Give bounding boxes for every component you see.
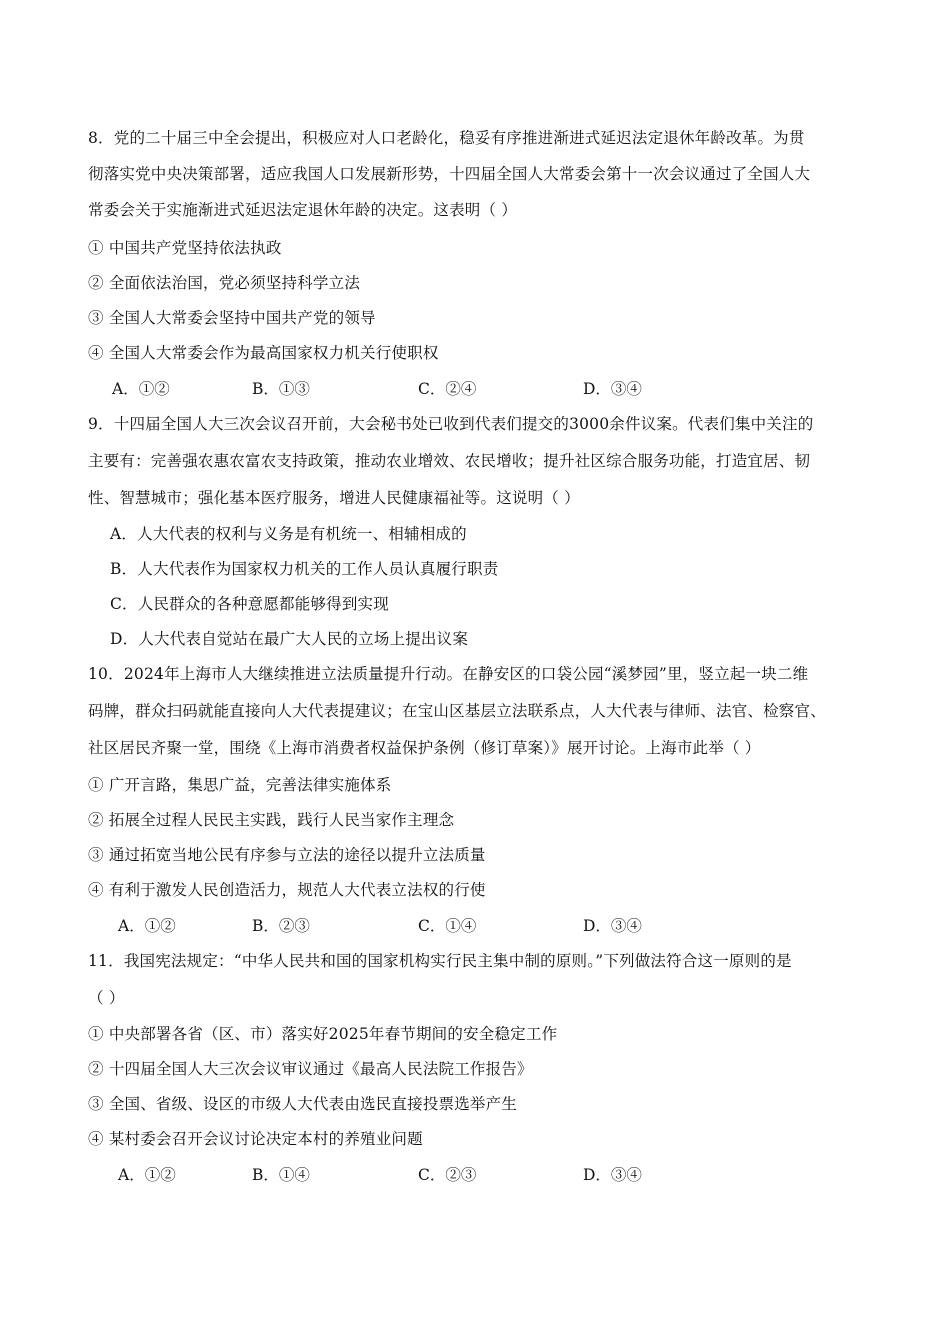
option-b[interactable]: B．人大代表作为国家权力机关的工作人员认真履行职责 <box>110 560 499 578</box>
statement-4: ④ 全国人大常委会作为最高国家权力机关行使职权 <box>88 344 439 362</box>
option-d[interactable]: D．③④ <box>583 1166 642 1184</box>
question-stem-line: 常委会关于实施渐进式延迟法定退休年龄的决定。这表明（ ） <box>88 201 518 219</box>
option-b[interactable]: B．②③ <box>252 917 310 935</box>
option-c[interactable]: C．②④ <box>418 380 477 398</box>
option-c[interactable]: C．①④ <box>418 917 477 935</box>
question-stem-line: 码牌，群众扫码就能直接向人大代表提建议；在宝山区基层立法联系点，人大代表与律师、法官、检察官、 <box>88 702 826 720</box>
statement-2: ② 拓展全过程人民民主实践，践行人民当家作主理念 <box>88 811 455 829</box>
question-stem-line: 11．我国宪法规定：“中华人民共和国的国家机构实行民主集中制的原则。”下列做法符合这一原则的是 <box>88 952 792 970</box>
statement-2: ② 全面依法治国，党必须坚持科学立法 <box>88 274 361 292</box>
question-stem-line: 10．2024年上海市人大继续推进立法质量提升行动。在静安区的口袋公园“溪梦园”里，竖立起一块二维 <box>88 665 809 683</box>
statement-1: ① 中央部署各省（区、市）落实好2025年春节期间的安全稳定工作 <box>88 1025 558 1043</box>
statement-1: ① 中国共产党坚持依法执政 <box>88 239 282 257</box>
option-a[interactable]: A．①② <box>118 917 176 935</box>
option-d[interactable]: D．③④ <box>583 917 642 935</box>
option-a[interactable]: A．①② <box>118 1166 176 1184</box>
option-d[interactable]: D．人大代表自觉站在最广大人民的立场上提出议案 <box>110 630 469 648</box>
question-stem-line: 社区居民齐聚一堂，围绕《上海市消费者权益保护条例（修订草案）》展开讨论。上海市此举（ ） <box>88 739 761 757</box>
statement-3: ③ 全国、省级、设区的市级人大代表由选民直接投票选举产生 <box>88 1095 518 1113</box>
option-a[interactable]: A．人大代表的权利与义务是有机统一、相辅相成的 <box>110 525 467 543</box>
option-c[interactable]: C．人民群众的各种意愿都能够得到实现 <box>110 595 389 613</box>
option-b[interactable]: B．①④ <box>252 1166 310 1184</box>
statement-4: ④ 有利于激发人民创造活力，规范人大代表立法权的行使 <box>88 881 486 899</box>
question-stem-line: 8．党的二十届三中全会提出，积极应对人口老龄化，稳妥有序推进渐进式延迟法定退休年龄改革。为贯 <box>88 129 805 147</box>
question-stem-line: 彻落实党中央决策部署，适应我国人口发展新形势，十四届全国人大常委会第十一次会议通过了全国人大 <box>88 165 811 183</box>
statement-1: ① 广开言路，集思广益，完善法律实施体系 <box>88 776 392 794</box>
statement-3: ③ 通过拓宽当地公民有序参与立法的途径以提升立法质量 <box>88 846 486 864</box>
question-stem-line: 主要有：完善强农惠农富农支持政策，推动农业增效、农民增收；提升社区综合服务功能，打造宜居、韧 <box>88 452 811 470</box>
question-stem-line: （ ） <box>88 989 125 1007</box>
statement-4: ④ 某村委会召开会议讨论决定本村的养殖业问题 <box>88 1130 423 1148</box>
statement-3: ③ 全国人大常委会坚持中国共产党的领导 <box>88 309 376 327</box>
option-a[interactable]: A．①② <box>112 380 170 398</box>
question-stem-line: 性、智慧城市；强化基本医疗服务，增进人民健康福祉等。这说明（ ） <box>88 489 580 507</box>
statement-2: ② 十四届全国人大三次会议审议通过《最高人民法院工作报告》 <box>88 1060 533 1078</box>
question-stem-line: 9．十四届全国人大三次会议召开前，大会秘书处已收到代表们提交的3000余件议案。代表们集中关注的 <box>88 415 814 433</box>
option-b[interactable]: B．①③ <box>252 380 310 398</box>
option-c[interactable]: C．②③ <box>418 1166 477 1184</box>
option-d[interactable]: D．③④ <box>583 380 642 398</box>
